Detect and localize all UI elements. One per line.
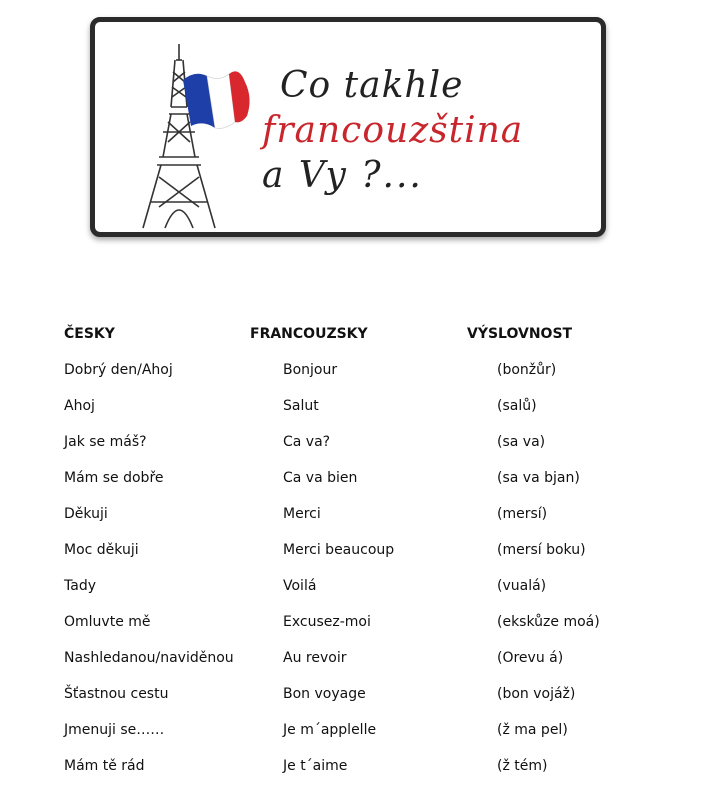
czech-cell: Šťastnou cestu [64, 686, 169, 702]
czech-cell: Ahoj [64, 398, 95, 414]
french-cell: Je m´applelle [283, 722, 377, 738]
czech-cell: Mám se dobře [64, 470, 164, 486]
header-czech: ČESKY [64, 326, 115, 342]
table-row [0, 390, 701, 426]
czech-cell: Jak se máš? [64, 434, 147, 450]
header-french: FRANCOUZSKY [250, 326, 368, 342]
french-cell: Au revoir [283, 650, 347, 666]
table-row [0, 426, 701, 462]
french-cell: Je t´aime [283, 758, 348, 774]
french-cell: Voilá [283, 578, 317, 594]
pronunciation-cell: (mersí boku) [497, 542, 586, 558]
pronunciation-cell: (Orevu á) [497, 650, 564, 666]
table-header [0, 318, 701, 354]
pronunciation-cell: (ž ma pel) [497, 722, 568, 738]
czech-cell: Děkuji [64, 506, 108, 522]
vocabulary-table [0, 318, 701, 786]
table-row [0, 498, 701, 534]
table-row [0, 606, 701, 642]
header-pronunciation: VÝSLOVNOST [467, 326, 573, 342]
czech-cell: Omluvte mě [64, 614, 151, 630]
pronunciation-cell: (bon vojáž) [497, 686, 576, 702]
pronunciation-cell: (ekskůze moá) [497, 614, 600, 630]
banner-title [262, 64, 524, 198]
banner-line-1: Co takhle [280, 65, 464, 106]
table-row [0, 678, 701, 714]
pronunciation-cell: (sa va) [497, 434, 546, 450]
table-row [0, 750, 701, 786]
table-row [0, 534, 701, 570]
french-cell: Bonjour [283, 362, 338, 378]
pronunciation-cell: (bonžůr) [497, 362, 557, 378]
french-cell: Excusez-moi [283, 614, 371, 630]
french-cell: Ca va bien [283, 470, 358, 486]
pronunciation-cell: (sa va bjan) [497, 470, 580, 486]
french-cell: Bon voyage [283, 686, 366, 702]
pronunciation-cell: (vualá) [497, 578, 547, 594]
czech-cell: Tady [64, 578, 96, 594]
table-row [0, 462, 701, 498]
banner-line-3: a Vy ?... [262, 155, 423, 196]
table-row [0, 354, 701, 390]
pronunciation-cell: (ž tém) [497, 758, 548, 774]
czech-cell: Moc děkuji [64, 542, 139, 558]
eiffel-tower-flag-icon [135, 32, 265, 232]
table-row [0, 714, 701, 750]
french-cell: Salut [283, 398, 319, 414]
czech-cell: Jmenuji se…… [64, 722, 165, 738]
table-row [0, 642, 701, 678]
pronunciation-cell: (salů) [497, 398, 537, 414]
czech-cell: Dobrý den/Ahoj [64, 362, 173, 378]
title-banner [90, 17, 606, 237]
czech-cell: Mám tě rád [64, 758, 145, 774]
reflection-fade [90, 240, 606, 310]
czech-cell: Nashledanou/naviděnou [64, 650, 234, 666]
table-row [0, 570, 701, 606]
pronunciation-cell: (mersí) [497, 506, 548, 522]
french-cell: Ca va? [283, 434, 331, 450]
banner-line-2: francouzština [262, 110, 524, 151]
french-cell: Merci [283, 506, 321, 522]
french-cell: Merci beaucoup [283, 542, 395, 558]
